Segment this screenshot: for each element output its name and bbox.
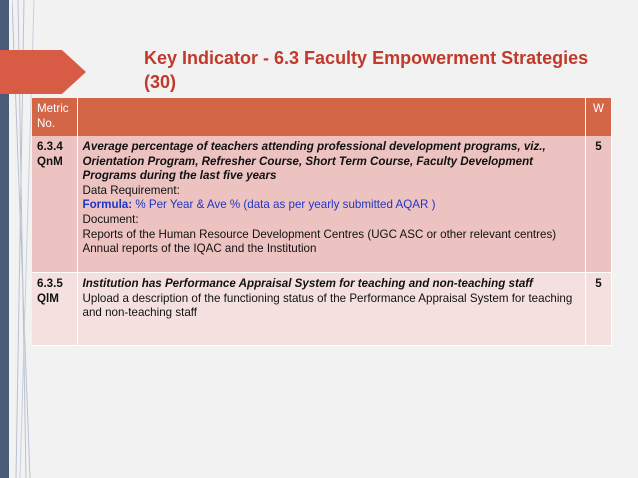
formula-line: [83, 198, 581, 213]
metric-detail: Upload a description of the functioning status of the Performance Appraisal System for teaching and non-teaching staff: [82, 291, 573, 320]
table-row: [32, 273, 612, 346]
metric-number: 6.3.4: [37, 140, 63, 153]
formula-text: % Per Year & Ave % (data as per yearly submitted AQAR ): [135, 198, 436, 212]
description-cell: [77, 136, 586, 273]
header-description: [77, 98, 586, 136]
document-label: Document:: [82, 212, 139, 226]
description-cell: [77, 273, 586, 346]
metric-heading: Average percentage of teachers attending professional development programs, viz., Orientation Program, Refresher Course, Short Term Course, Faculty Development Programs during the last five years: [82, 140, 546, 183]
document-line: Reports of the Human Resource Development Centres (UGC ASC or other relevant centres): [82, 227, 557, 241]
data-requirement-label: Data Requirement:: [82, 183, 180, 197]
title-arrow-tab: [0, 50, 86, 94]
weight-cell: 5: [586, 136, 612, 273]
metric-cell: [32, 273, 77, 346]
header-weight: W: [586, 98, 612, 136]
header-metric-no: Metric No.: [32, 98, 77, 136]
metric-cell: [32, 136, 77, 273]
slide-title: Key Indicator - 6.3 Faculty Empowerment Strategies (30): [144, 48, 589, 92]
formula-label: Formula:: [82, 198, 133, 212]
metric-type: QlM: [37, 291, 59, 305]
table-row: [32, 136, 612, 273]
metric-heading: Institution has Performance Appraisal System for teaching and non-teaching staff: [82, 277, 533, 290]
metrics-table: [32, 98, 612, 346]
document-line: Annual reports of the IQAC and the Institution: [82, 242, 317, 256]
table-header-row: [32, 98, 612, 136]
metric-number: 6.3.5: [37, 277, 63, 290]
weight-cell: 5: [586, 273, 612, 346]
metric-type: QnM: [37, 154, 63, 168]
